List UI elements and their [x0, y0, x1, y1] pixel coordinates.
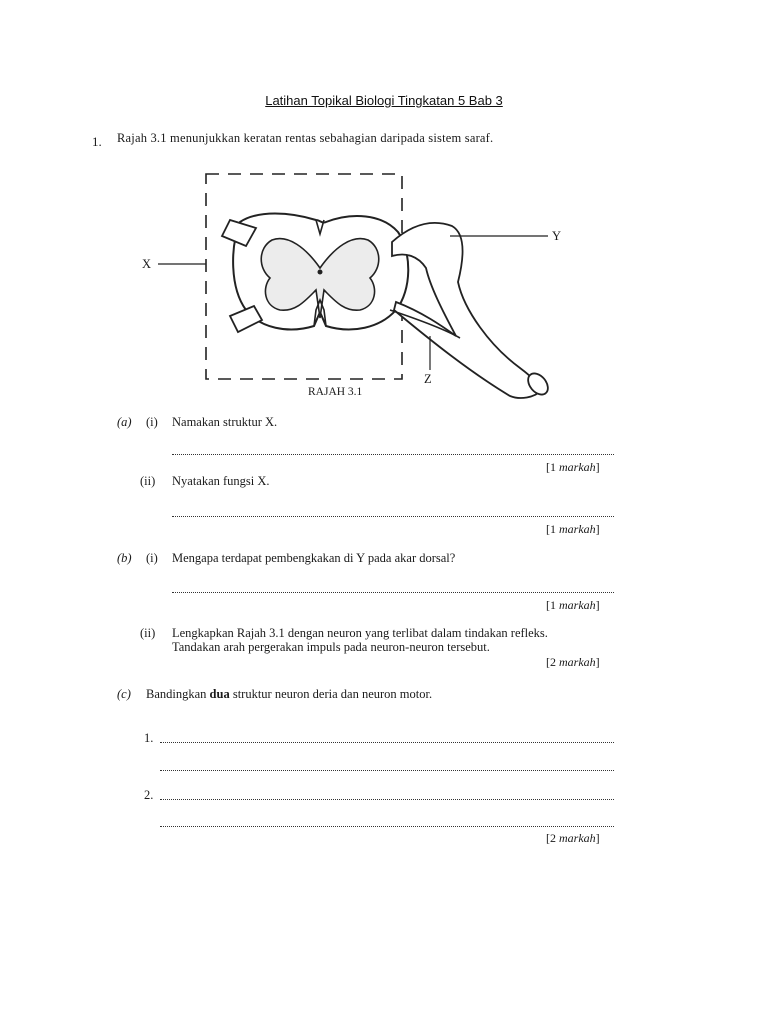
answer-line[interactable]: [172, 592, 614, 593]
part-c-text-bold: dua: [209, 687, 230, 701]
mark-c: [546, 831, 600, 846]
answer-line[interactable]: [160, 826, 614, 827]
left-ventral-root: [230, 306, 262, 332]
mark-close: ]: [595, 831, 600, 845]
part-b-ii-label: (ii): [140, 626, 156, 640]
part-b-ii-text-line1: Lengkapkan Rajah 3.1 dengan neuron yang terlibat dalam tindakan refleks.: [172, 626, 548, 640]
part-a-ii-text: Nyatakan fungsi X.: [172, 474, 270, 488]
question-text: Rajah 3.1 menunjukkan keratan rentas sebahagian daripada sistem saraf.: [117, 131, 494, 145]
mark-word: markah: [559, 522, 596, 536]
part-b-i-label: (i): [146, 551, 158, 565]
mark-open: [2: [546, 831, 559, 845]
part-c-text-before: Bandingkan: [146, 687, 210, 701]
label-z: Z: [424, 372, 432, 386]
part-b-label: (b): [117, 551, 132, 565]
mark-word: markah: [559, 460, 596, 474]
dorsal-root-ganglion: [392, 223, 542, 398]
part-c-item-1: 1.: [144, 731, 154, 745]
part-a-label: (a): [117, 415, 132, 429]
mark-word: markah: [559, 655, 596, 669]
mark-word: markah: [559, 831, 596, 845]
answer-line[interactable]: [160, 799, 614, 800]
mark-close: ]: [595, 655, 600, 669]
mark-close: ]: [595, 598, 600, 612]
mark-open: [1: [546, 598, 559, 612]
part-a-i-label: (i): [146, 415, 158, 429]
part-c-text-after: struktur neuron deria dan neuron motor.: [229, 687, 433, 701]
answer-line[interactable]: [160, 770, 614, 771]
page-title: Latihan Topikal Biologi Tingkatan 5 Bab 3: [265, 93, 503, 108]
mark-open: [1: [546, 522, 559, 536]
mark-b-i: [546, 598, 600, 613]
label-y: Y: [552, 229, 562, 243]
mark-a-i: [546, 460, 600, 475]
mark-close: ]: [595, 522, 600, 536]
mark-close: ]: [595, 460, 600, 474]
part-c-text: [146, 687, 432, 702]
answer-line[interactable]: [160, 742, 614, 743]
diagram-caption: RAJAH 3.1: [308, 386, 363, 398]
answer-line[interactable]: [172, 516, 614, 517]
mark-word: markah: [559, 598, 596, 612]
label-x: X: [142, 257, 152, 271]
part-b-ii-text-line2: Tandakan arah pergerakan impuls pada neuron-neuron tersebut.: [172, 640, 490, 654]
answer-line[interactable]: [172, 454, 614, 455]
mark-open: [1: [546, 460, 559, 474]
mark-open: [2: [546, 655, 559, 669]
mark-a-ii: [546, 522, 600, 537]
part-c-item-2: 2.: [144, 788, 154, 802]
part-a-i-text: Namakan struktur X.: [172, 415, 278, 429]
question-number: 1.: [92, 134, 102, 149]
part-b-i-text: Mengapa terdapat pembengkakan di Y pada akar dorsal?: [172, 551, 456, 565]
part-c-label: (c): [117, 687, 131, 701]
central-canal: [318, 270, 323, 275]
spinal-cord-diagram: [130, 160, 570, 410]
mark-b-ii: [546, 655, 600, 670]
part-a-ii-label: (ii): [140, 474, 156, 488]
